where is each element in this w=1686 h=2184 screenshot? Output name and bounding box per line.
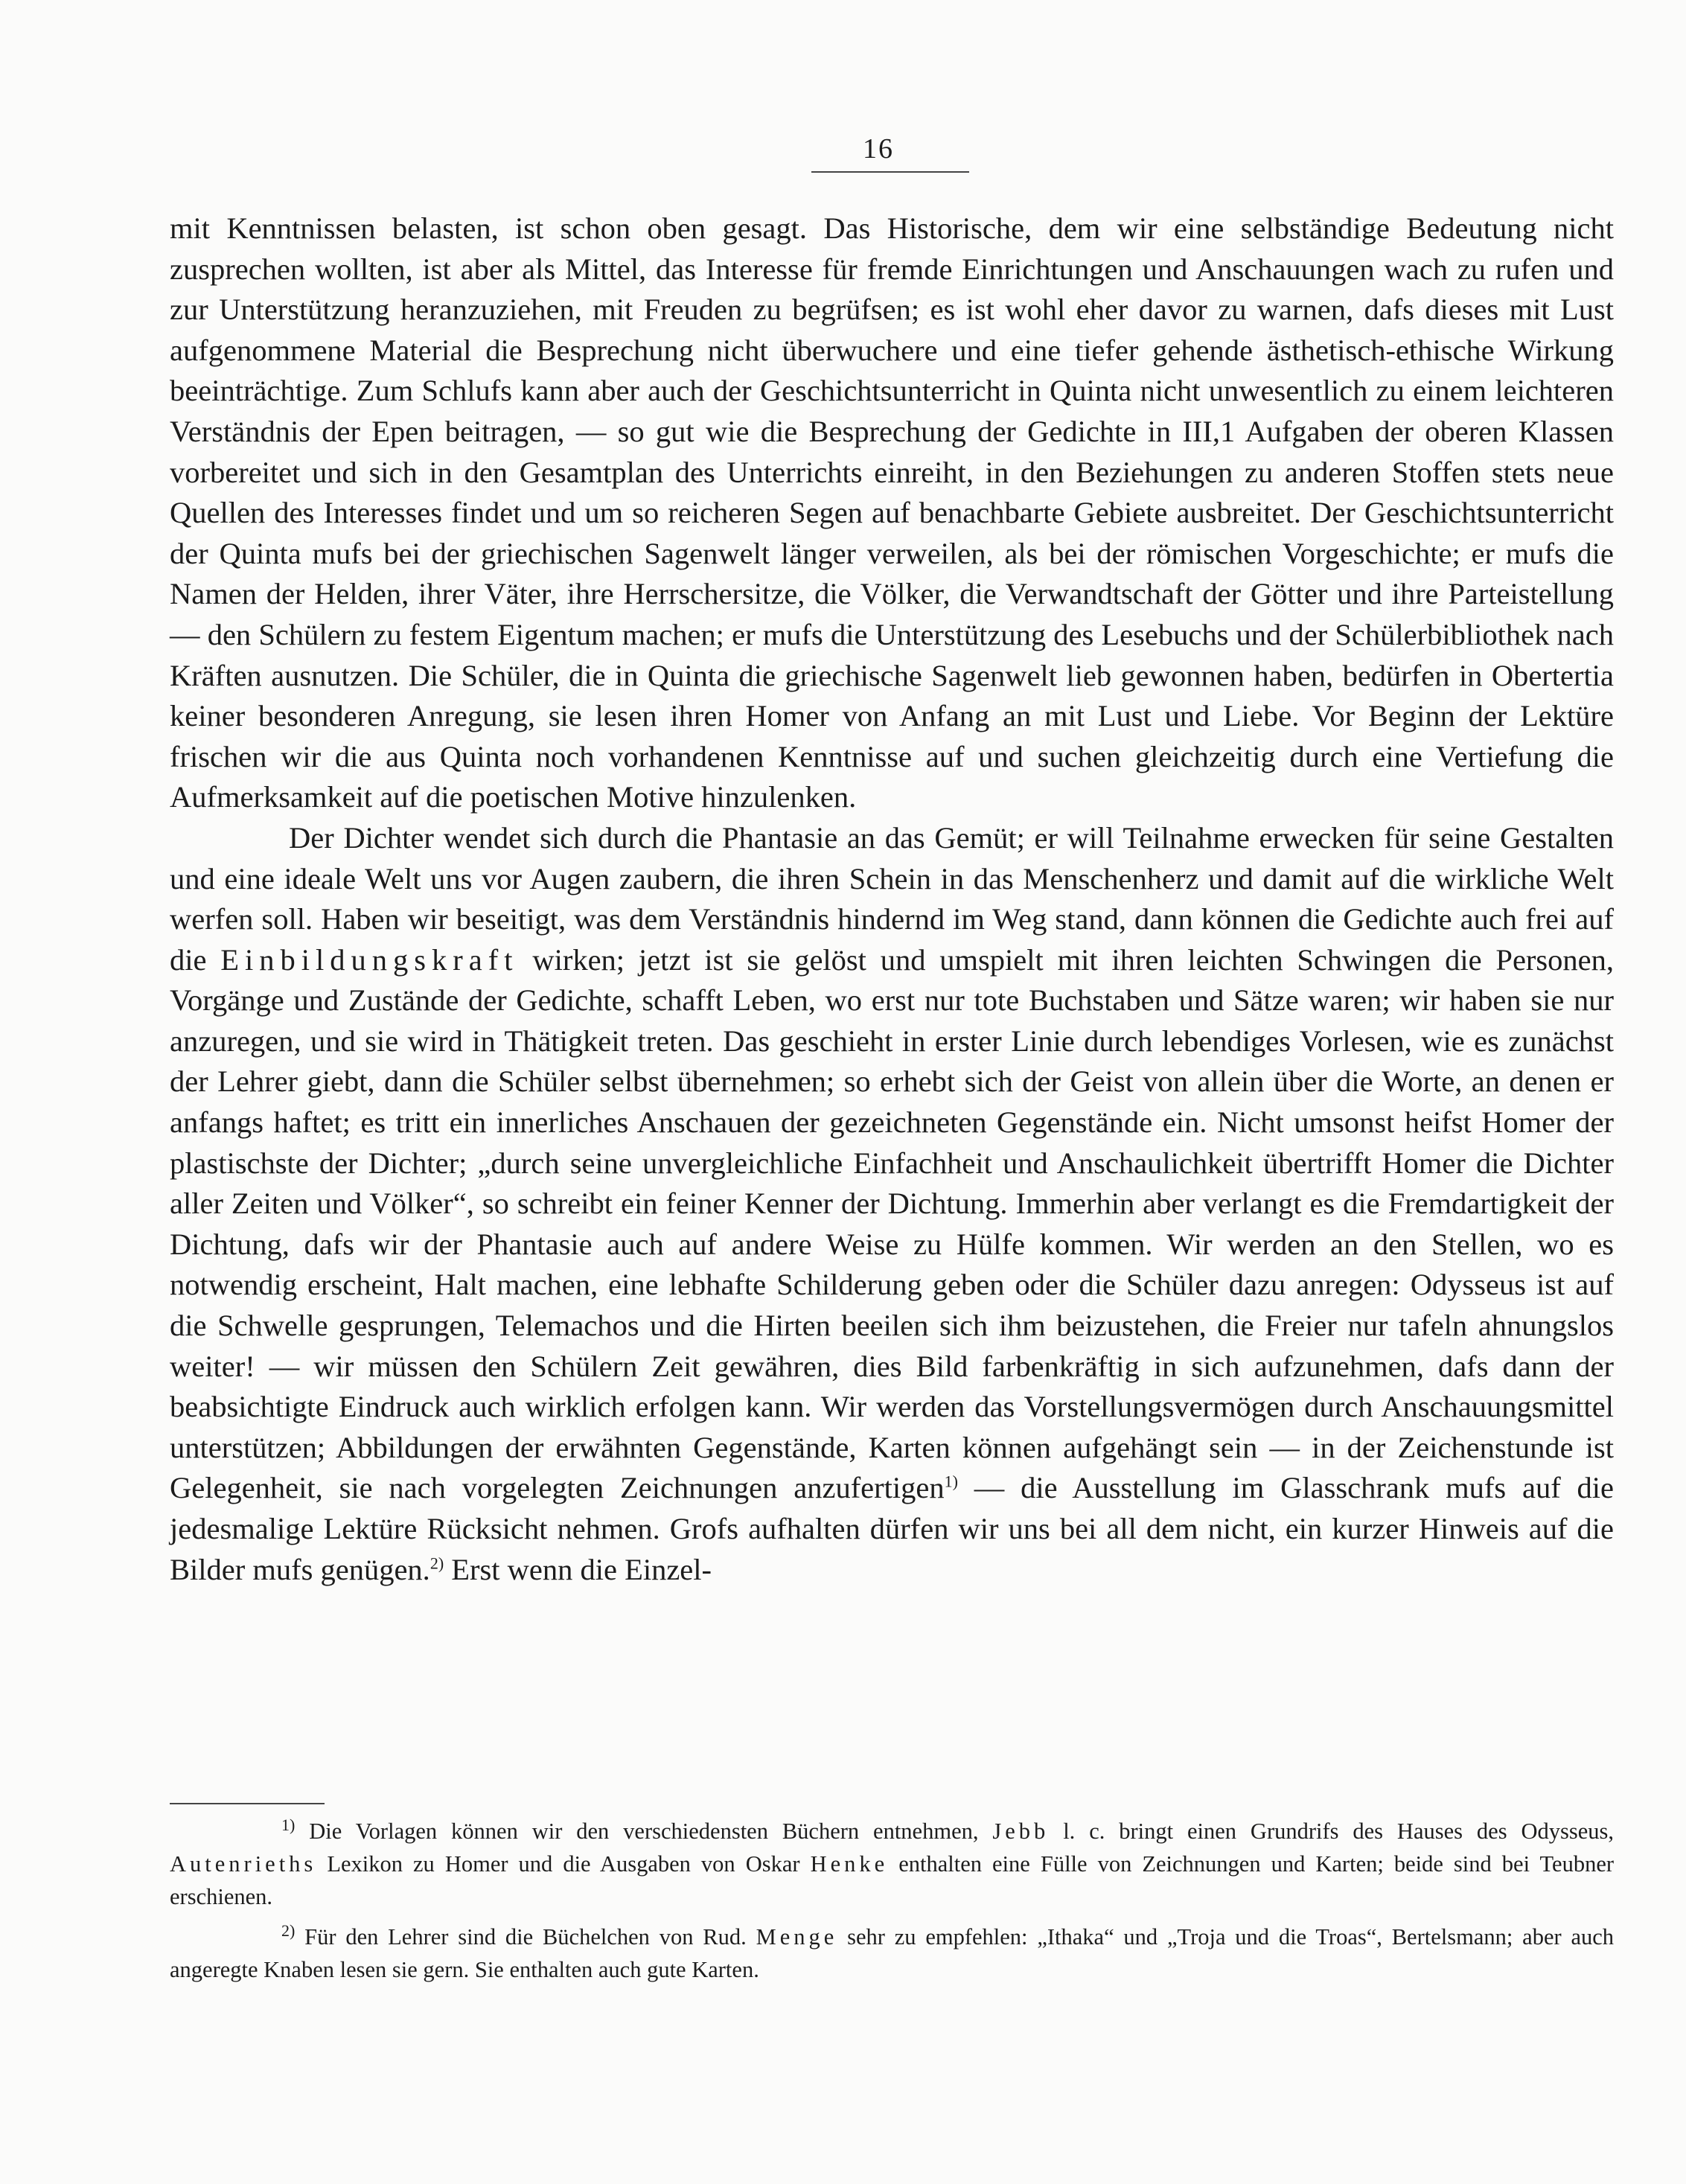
main-text: [170, 208, 1614, 1590]
paragraph-2-text: wirken; jetzt ist sie gelöst und umspielt mit ihren leichten Schwingen die Personen, Vorgänge und Zustände der Gedichte, schafft Leben, wo erst nur tote Buchstaben und Sätze waren; wir haben sie nur anzuregen, und sie wird in Thätigkeit treten. Das geschieht in erster Linie durch lebendiges Vorlesen, wie es zunächst der Lehrer giebt, dann die Schüler selbst übernehmen; so erhebt sich der Geist von allein über die Worte, an denen er anfangs haftet; es tritt ein innerliches Anschauen der gezeichneten Gegenstände ein. Nicht umsonst heifst Homer der plastischste der Dichter; „durch seine unvergleichliche Einfachheit und Anschaulichkeit übertrifft Homer die Dichter aller Zeiten und Völker“, so schreibt ein feiner Kenner der Dichtung. Immerhin aber verlangt es die Fremdartigkeit der Dichtung, dafs wir der Phantasie auch auf andere Weise zu Hülfe kommen. Wir werden an den Stellen, wo es notwendig erscheint, Halt machen, eine lebhafte Schilderung geben oder die Schüler dazu anregen: Odysseus ist auf die Schwelle gesprungen, Telemachos und die Hirten beeilen sich ihm beizustehen, die Freier nur tafeln ahnungslos weiter! — wir müssen den Schülern Zeit gewähren, dies Bild farbenkräftig in sich aufzunehmen, dafs dann der beabsichtigte Eindruck auch wirklich erfolgen kann. Wir werden das Vorstellungsvermögen durch Anschauungsmittel unterstützen; Abbildungen der erwähnten Gegenstände, Karten können aufgehängt sein — in der Zeichenstunde ist Gelegenheit, sie nach vorgelegten Zeichnungen anzufertigen: [170, 942, 1615, 1505]
footnote-mark: 2): [281, 1920, 296, 1940]
footnote-reference-1: 1): [944, 1472, 958, 1491]
footnote-text: sehr zu empfehlen: „Ithaka“ und „Troja und die Troas“, Bertelsmann; aber auch angeregte Knaben lesen sie gern. Sie enthalten auch gute Karten.: [170, 1924, 1615, 1982]
spaced-name: Jebb: [992, 1819, 1050, 1844]
spaced-name: Autenrieths: [170, 1851, 317, 1877]
spaced-name: Henke: [810, 1851, 889, 1877]
paragraph-2-text: Erst wenn die Einzel-: [451, 1552, 712, 1586]
header-rule: [811, 171, 969, 173]
footnote-text: Lexikon zu Homer und die Ausgaben von Oskar: [327, 1851, 800, 1877]
paragraph-2: [170, 818, 1614, 1590]
paragraph-1: mit Kenntnissen belasten, ist schon oben gesagt. Das Historische, dem wir eine selbständige Bedeutung nicht zusprechen wollten, ist aber als Mittel, das Interesse für fremde Einrichtungen und Anschauungen wach zu rufen und zur Unterstützung heranzuziehen, mit Freuden zu begrüfsen; es ist wohl eher davor zu warnen, dafs dieses mit Lust aufgenommene Material die Besprechung nicht überwuchere und eine tiefer gehende ästhetisch-ethische Wirkung beeinträchtige. Zum Schlufs kann aber auch der Geschichtsunterricht in Quinta nicht unwesentlich zu einem leichteren Verständnis der Epen beitragen, — so gut wie die Besprechung der Gedichte in III,1 Aufgaben der oberen Klassen vorbereitet und sich in den Gesamtplan des Unterrichts einreiht, in den Beziehungen zu anderen Stoffen stets neue Quellen des Interesses findet und um so reicheren Segen auf benachbarte Gebiete ausbreitet. Der Geschichtsunterricht der Quinta mufs bei der griechischen Sagenwelt länger verweilen, als bei der römischen Vorgeschichte; er mufs die Namen der Helden, ihrer Väter, ihre Herrschersitze, die Völker, die Verwandtschaft der Götter und ihre Parteistellung — den Schülern zu festem Eigentum machen; er mufs die Unterstützung des Lesebuchs und der Schülerbibliothek nach Kräften ausnutzen. Die Schüler, die in Quinta die griechische Sagenwelt lieb gewonnen haben, bedürfen in Obertertia keiner besonderen Anregung, sie lesen ihren Homer von Anfang an mit Lust und Liebe. Vor Beginn der Lektüre frischen wir die aus Quinta noch vorhandenen Kenntnisse auf und suchen gleichzeitig durch eine Vertiefung die Aufmerksamkeit auf die poetischen Motive hinzulenken.: [170, 211, 1614, 814]
paragraph-2-text: — die Ausstellung im Glasschrank mufs auf die jedesmalige Lektüre Rücksicht nehmen. Grofs aufhalten dürfen wir uns bei all dem nicht, ein kurzer Hinweis auf die Bilder mufs genügen.: [170, 1471, 1614, 1586]
footnote-reference-2: 2): [430, 1554, 444, 1573]
spaced-name: Menge: [756, 1924, 838, 1950]
footnotes: [170, 1815, 1614, 1993]
spaced-emphasis: Einbildungskraft: [220, 942, 519, 977]
footnote-1: [170, 1815, 1614, 1913]
paragraph-2-text: Der Dichter wendet sich durch die Phantasie an das Gemüt; er will Teilnahme erwecken für seine Gestalten und eine ideale Welt uns vor Augen zaubern, die ihren Schein in das Menschenherz und damit auf die wirkliche Welt werfen soll. Haben wir beseitigt, was dem Verständnis hindernd im Weg stand, dann können die Gedichte auch frei auf die: [170, 820, 1614, 977]
footnote-rule: [170, 1803, 325, 1804]
footnote-2: [170, 1920, 1614, 1986]
footnote-text: enthalten eine Fülle von Zeichnungen und Karten; beide sind bei Teubner erschienen.: [170, 1851, 1615, 1909]
footnote-text: Für den Lehrer sind die Büchelchen von Rud.: [304, 1924, 747, 1950]
page-number: 16: [863, 133, 894, 165]
footnote-text: Die Vorlagen können wir den verschiedensten Büchern entnehmen,: [309, 1819, 979, 1844]
footnote-mark: 1): [281, 1815, 296, 1834]
footnote-text: l. c. bringt einen Grundrifs des Hauses des Odysseus,: [1063, 1819, 1615, 1844]
